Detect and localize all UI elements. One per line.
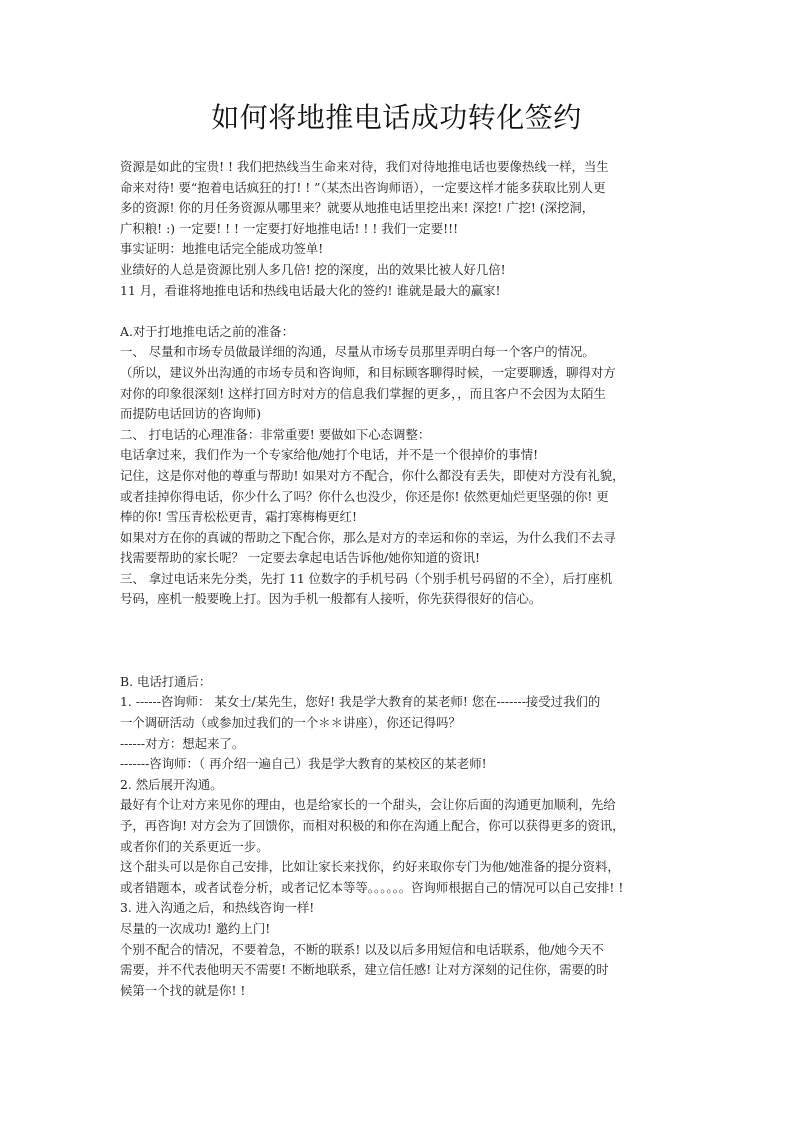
paragraph-line: 需要，并不代表他明天不需要! 不断地联系，建立信任感! 让对方深刻的记住你，需要的时 [120, 962, 609, 978]
paragraph-line: -------咨询师：（ 再介绍一遍自己）我是学大教育的某校区的某老师! [120, 756, 487, 772]
paragraph-line: 广积粮! :) 一定要! ! ! 一定要打好地推电话! ! ! 我们一定要!!! [120, 220, 459, 236]
paragraph-line: 11 月，看谁将地推电话和热线电话最大化的签约! 谁就是最大的赢家! [120, 282, 501, 298]
paragraph-line: 予，再咨询! 对方会为了回馈你，而相对积极的和你在沟通上配合，你可以获得更多的资讯， [120, 818, 625, 834]
paragraph-line: 候第一个找的就是你! ! [120, 982, 246, 998]
paragraph-line: 对你的印象很深刻! 这样打回方时对方的信息我们掌握的更多，，而且客户不会因为太陌生 [120, 385, 606, 401]
paragraph-line: 个别不配合的情况，不要着急，不断的联系! 以及以后多用短信和电话联系，他/她今天不 [120, 941, 604, 957]
document-title: 如何将地推电话成功转化签约 [211, 101, 582, 134]
paragraph-line: 号码，座机一般要晚上打。因为手机一般都有人接听，你先获得很好的信心。 [120, 591, 542, 607]
paragraph-line: 1. ------咨询师： 某女士/某先生，您好! 我是学大教育的某老师! 您在-------接受过我们的 [120, 694, 601, 710]
paragraph-line: 一个调研活动（或参加过我们的一个＊＊讲座），你还记得吗？ [120, 715, 461, 731]
paragraph-line: 棒的你! 雪压青松松更青，霜打寒梅梅更红! [120, 509, 357, 525]
blank-line [120, 301, 680, 322]
paragraph-line: 或者你们的关系更近一步。 [120, 838, 269, 854]
paragraph-line: 三、 拿过电话来先分类，先打 11 位数字的手机号码（个别手机号码留的不全），后打座机 [120, 570, 613, 586]
paragraph-line: 二、 打电话的心理准备：非常重要! 要做如下心态调整： [120, 426, 431, 442]
paragraph-line: （所以，建议外出沟通的市场专员和咨询师，和目标顾客聊得时候，一定要聊透，聊得对方 [120, 364, 616, 380]
paragraph-line: 记住，这是你对他的尊重与帮助! 如果对方不配合，你什么都没有丢失，即使对方没有礼貌， [120, 467, 625, 483]
section-heading-a: A.对于打地推电话之前的准备： [120, 323, 294, 339]
paragraph-line: 如果对方在你的真诚的帮助之下配合你，那么是对方的幸运和你的幸运，为什么我们不去寻 [120, 529, 616, 545]
paragraph-line: 2. 然后展开沟通。 [120, 776, 223, 792]
paragraph-line: 而提防电话回访的咨询师) [120, 406, 262, 422]
paragraph-line: 多的资源! 你的月任务资源从哪里来？就要从地推电话里挖出来! 深挖! 广挖! (深挖洞， [120, 200, 595, 216]
paragraph-line: 事实证明：地推电话完全能成功签单! [120, 241, 324, 257]
paragraph-line: 3. 进入沟通之后，和热线咨询一样! [120, 900, 315, 916]
paragraph-line: 或者错题本，或者试卷分析，或者记忆本等等。。。。。。咨询师根据自己的情况可以自己安排! ! [120, 879, 624, 895]
paragraph-line: 电话拿过来，我们作为一个专家给他/她打个电话，并不是一个很掉价的事情! [120, 447, 539, 463]
paragraph-line: 一、 尽量和市场专员做最详细的沟通，尽量从市场专员那里弄明白每一个客户的情况。 [120, 344, 595, 360]
section-heading-b: B. 电话打通后： [120, 673, 212, 689]
paragraph-line: 资源是如此的宝贵! ! 我们把热线当生命来对待，我们对待地推电话也要像热线一样，当生 [120, 159, 609, 174]
paragraph-line: 尽量的一次成功! 邀约上门! [120, 920, 271, 936]
paragraph-line: 这个甜头可以是你自己安排，比如让家长来找你，约好来取你专门为他/她准备的提分资料， [120, 859, 620, 875]
paragraph-line: 找需要帮助的家长呢？ 一定要去拿起电话告诉他/她你知道的资讯! [120, 550, 481, 566]
document-body [120, 157, 680, 1001]
paragraph-line: 命来对待! 要“抱着电话疯狂的打! ! ”（某杰出咨询师语），一定要这样才能多获取比别人更 [120, 179, 606, 195]
paragraph-line: 业绩好的人总是资源比别人多几倍! 挖的深度，出的效果比被人好几倍! [120, 261, 506, 277]
paragraph-line: ------对方：想起来了。 [120, 735, 245, 751]
paragraph-line: 或者挂掉你得电话，你少什么了吗？你什么也没少，你还是你! 依然更灿烂更坚强的你! 更 [120, 488, 609, 504]
section-gap [120, 610, 680, 672]
paragraph-line: 最好有个让对方来见你的理由，也是给家长的一个甜头，会让你后面的沟通更加顺利，先给 [120, 797, 616, 813]
